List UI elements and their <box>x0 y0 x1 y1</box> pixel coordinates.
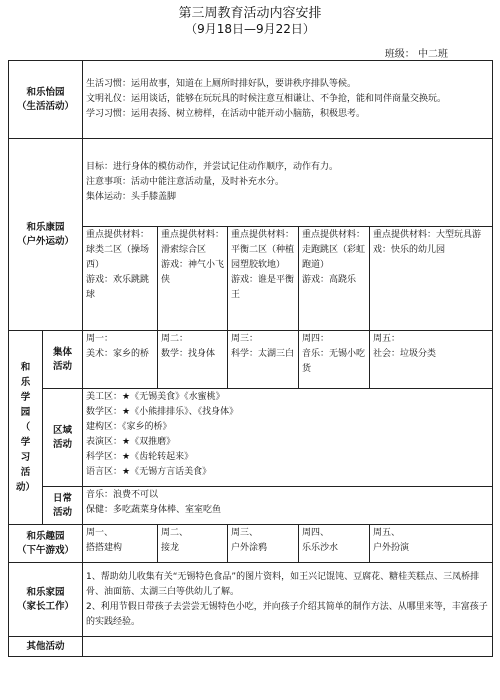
area-line: 语言区：★《无锡方言话美食》 <box>86 467 212 477</box>
play-day-cell: 周五、 户外扮演 <box>370 525 493 563</box>
outdoor-goals <box>83 139 493 227</box>
daily-line: 保健：多吃蔬菜身体棒、室室吃鱼 <box>86 505 222 515</box>
other-row <box>9 637 493 657</box>
home-line: 2、利用节假日带孩子去尝尝无锡特色小吃，并向孩子介绍其简单的制作方法、从哪里来等，丰富孩子的实践经验。 <box>86 601 488 627</box>
daily-activity-label: 日常 活动 <box>43 487 83 525</box>
play-header: 和乐趣园 （下午游戏） <box>9 525 83 563</box>
area-line: 美工区：★《无锡美食》《水蜜桃》 <box>86 392 225 402</box>
outdoor-line: 目标：进行身体的模仿动作，并尝试记住动作顺序，动作有力。 <box>86 162 339 172</box>
outdoor-line: 注意事项：活动中能注意活动量，及时补充水分。 <box>86 177 285 187</box>
home-line: 1、帮助幼儿收集有关“无锡特色食品”的图片资料，如王兴记馄饨、豆腐花、糖桂芙糕点、三凤桥排骨、油面筋、太湖三白等供幼儿了解。 <box>86 571 480 597</box>
play-day-cell: 周一、 搭搭建构 <box>83 525 158 563</box>
area-line: 科学区：★《齿轮转起来》 <box>86 452 194 462</box>
outdoor-material-cell: 重点提供材料：滑索综合区 游戏：神气小飞侠 <box>158 227 228 331</box>
outdoor-line: 集体运动：头手膝盖脚 <box>86 192 177 202</box>
other-header: 其他活动 <box>9 637 83 657</box>
group-day-cell: 周一： 美术：家乡的桥 <box>83 331 158 389</box>
home-content <box>83 563 493 637</box>
outdoor-row <box>9 139 493 227</box>
class-label: 班级： <box>384 49 415 60</box>
class-name: 中二班 <box>418 49 448 60</box>
schedule-table <box>8 60 493 657</box>
home-header: 和乐家园 （家长工作） <box>9 563 83 637</box>
learn-header: 和 乐 学 园 （ 学 习 活 动） <box>9 331 43 525</box>
daily-line: 音乐：浪费不可以 <box>86 490 159 500</box>
life-content <box>83 61 493 139</box>
outdoor-material-cell: 重点提供材料：平衡二区（种植园塑胶软地） 游戏：谁是平衡王 <box>228 227 299 331</box>
learn-daily-row <box>9 487 493 525</box>
learn-area-row <box>9 389 493 487</box>
area-activity-content <box>83 389 493 487</box>
play-day-cell: 周四、 乐乐沙水 <box>299 525 370 563</box>
home-row <box>9 563 493 637</box>
life-line: 文明礼仪：运用谈话，能够在玩玩具的时候注意互相谦让、不争抢，能和同伴商量交换玩。 <box>86 94 447 104</box>
group-day-cell: 周三： 科学：太湖三白 <box>228 331 299 389</box>
play-day-cell: 周二、 接龙 <box>158 525 228 563</box>
area-line: 表演区：★《双推磨》 <box>86 437 176 447</box>
area-line: 数学区：★《小熊排排乐》、《找身体》 <box>86 407 239 417</box>
play-row <box>9 525 493 563</box>
class-info <box>385 45 448 60</box>
outdoor-material-cell: 重点提供材料：走跑跳区（彩虹跑道） 游戏：高跷乐 <box>299 227 370 331</box>
group-activity-label: 集体 活动 <box>43 331 83 389</box>
other-content <box>83 637 493 657</box>
group-day-cell: 周二： 数学：找身体 <box>158 331 228 389</box>
learn-group-row <box>9 331 493 389</box>
play-day-cell: 周三、 户外涂鸦 <box>228 525 299 563</box>
area-line: 建构区：《家乡的桥》 <box>86 422 172 432</box>
life-line: 生活习惯：运用故事，知道在上厕所时排好队，要讲秩序排队等候。 <box>86 79 357 89</box>
outdoor-material-cell: 重点提供材料：大型玩具游戏：快乐的幼儿园 <box>370 227 493 331</box>
life-line: 学习习惯：运用表扬、树立榜样，在活动中能开动小脑筋，积极思考。 <box>86 109 366 119</box>
daily-activity-content <box>83 487 493 525</box>
life-row <box>9 61 493 139</box>
outdoor-material-cell: 重点提供材料：球类二区（操场西） 游戏：欢乐跳跳球 <box>83 227 158 331</box>
area-activity-label: 区域 活动 <box>43 389 83 487</box>
page-title: 第三周教育活动内容安排 <box>178 6 322 21</box>
outdoor-header: 和乐康园 （户外运动） <box>9 139 83 331</box>
group-day-cell: 周五： 社会：垃圾分类 <box>370 331 493 389</box>
group-day-cell: 周四： 音乐：无锡小吃货 <box>299 331 370 389</box>
life-header: 和乐怡园 （生活活动） <box>9 61 83 139</box>
date-range: （9月18日—9月22日） <box>185 22 315 36</box>
